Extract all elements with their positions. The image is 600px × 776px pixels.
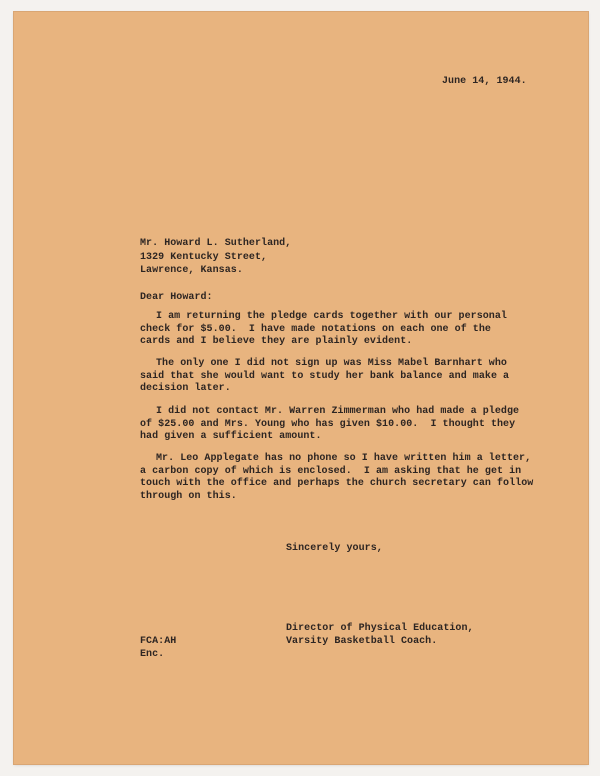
recipient-city: Lawrence, Kansas. [140,265,243,276]
paragraph-line: touch with the office and perhaps the church secretary can follow [140,478,534,490]
salutation: Dear Howard: [140,292,213,303]
body-paragraph [140,358,509,396]
reference-initials: FCA:AH [140,636,177,647]
paragraph-line: I am returning the pledge cards together with our personal [156,311,507,322]
paragraph-line: decision later. [140,383,231,395]
paragraph-line: I did not contact Mr. Warren Zimmerman who had made a pledge [156,406,520,417]
paragraph-line: cards and I believe they are plainly evident. [140,336,413,348]
recipient-name: Mr. Howard L. Sutherland, [140,238,292,249]
paragraph-line: Mr. Leo Applegate has no phone so I have written him a letter, [156,453,532,464]
paragraph-line: check for $5.00. I have made notations on each one of the [140,323,491,335]
letter-page [14,12,588,764]
paragraph-line: had given a sufficient amount. [140,431,322,443]
paragraph-line: through on this. [140,490,237,502]
recipient-street: 1329 Kentucky Street, [140,252,268,263]
paragraph-line: The only one I did not sign up was Miss Mabel Barnhart who [156,358,507,369]
paragraph-line: of $25.00 and Mrs. Young who has given $10.00. I thought they [140,418,516,430]
body-paragraph [140,453,533,503]
paragraph-line: said that she would want to study her bank balance and make a [140,370,510,382]
letter-date: June 14, 1944. [442,76,527,87]
body-paragraph [140,406,519,444]
enclosure-notation: Enc. [140,649,165,660]
body-paragraph [140,311,507,349]
signature-title-line1: Director of Physical Education, [286,623,474,634]
paragraph-line: a carbon copy of which is enclosed. I am asking that he get in [140,465,522,477]
signature-title-line2: Varsity Basketball Coach. [286,636,438,647]
closing: Sincerely yours, [286,543,383,554]
